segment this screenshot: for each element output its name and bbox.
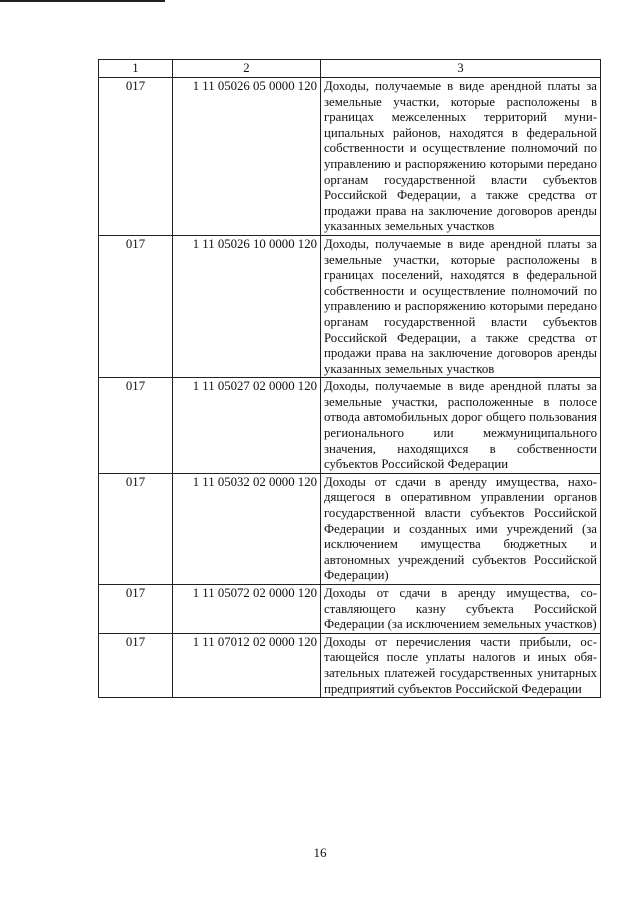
table-row: [99, 78, 601, 236]
page-number: 16: [313, 845, 327, 860]
table-header-row: [99, 60, 601, 78]
description-cell: Доходы, получаемые в виде арендной платы за земельные участки, расположенные в полосе отвода автомобильных дорог общего пользования регионального или межмуниципального значения, находящихся в собственности субъектов Российской Федерации: [321, 378, 601, 474]
table-row: [99, 633, 601, 697]
admin-code-cell: 017: [99, 633, 173, 697]
table-row: [99, 473, 601, 584]
kbk-code-cell: 1 11 07012 02 0000 120: [173, 633, 321, 697]
top-rule: [0, 0, 165, 2]
header-col-2: 2: [173, 60, 321, 78]
admin-code-cell: 017: [99, 78, 173, 236]
revenue-codes-table: [98, 59, 601, 698]
table-row: [99, 585, 601, 634]
admin-code-cell: 017: [99, 585, 173, 634]
admin-code-cell: 017: [99, 473, 173, 584]
kbk-code-cell: 1 11 05032 02 0000 120: [173, 473, 321, 584]
kbk-code-cell: 1 11 05026 05 0000 120: [173, 78, 321, 236]
kbk-code-cell: 1 11 05072 02 0000 120: [173, 585, 321, 634]
header-col-1: 1: [99, 60, 173, 78]
description-cell: Доходы от перечисления части прибыли, остающейся после уплаты налогов и иных обязательных платежей государственных унитарных предприятий субъектов Российской Федерации: [321, 633, 601, 697]
admin-code-cell: 017: [99, 378, 173, 474]
table-row: [99, 378, 601, 474]
kbk-code-cell: 1 11 05026 10 0000 120: [173, 235, 321, 377]
kbk-code-cell: 1 11 05027 02 0000 120: [173, 378, 321, 474]
description-cell: Доходы от сдачи в аренду имущества, составляющего казну субъекта Российской Федерации (за исключением земельных участков): [321, 585, 601, 634]
table-row: [99, 235, 601, 377]
admin-code-cell: 017: [99, 235, 173, 377]
description-cell: Доходы, получаемые в виде арендной платы за земельные участки, которые расположены в границах межселенных территорий муниципальных районов, находятся в федеральной собственности и осуществление полномочий по управлению и распоряжению которыми передано органам государственной власти субъектов Российской Федерации, а также средства от продажи права на заключение договоров аренды указанных земельных участков: [321, 78, 601, 236]
header-col-3: 3: [321, 60, 601, 78]
description-cell: Доходы, получаемые в виде арендной платы за земельные участки, которые расположены в границах поселений, находятся в федеральной собственности и осуществление полномочий по управлению и распоряжению которыми передано органам государственной власти субъектов Российской Федерации, а также средства от продажи права на заключение договоров аренды указанных земельных участков: [321, 235, 601, 377]
description-cell: Доходы от сдачи в аренду имущества, находящегося в оперативном управлении органов государственной власти субъектов Российской Федерации и созданных ими учреждений (за исключением имущества бюджетных и автономных учреждений субъектов Российской Федерации): [321, 473, 601, 584]
